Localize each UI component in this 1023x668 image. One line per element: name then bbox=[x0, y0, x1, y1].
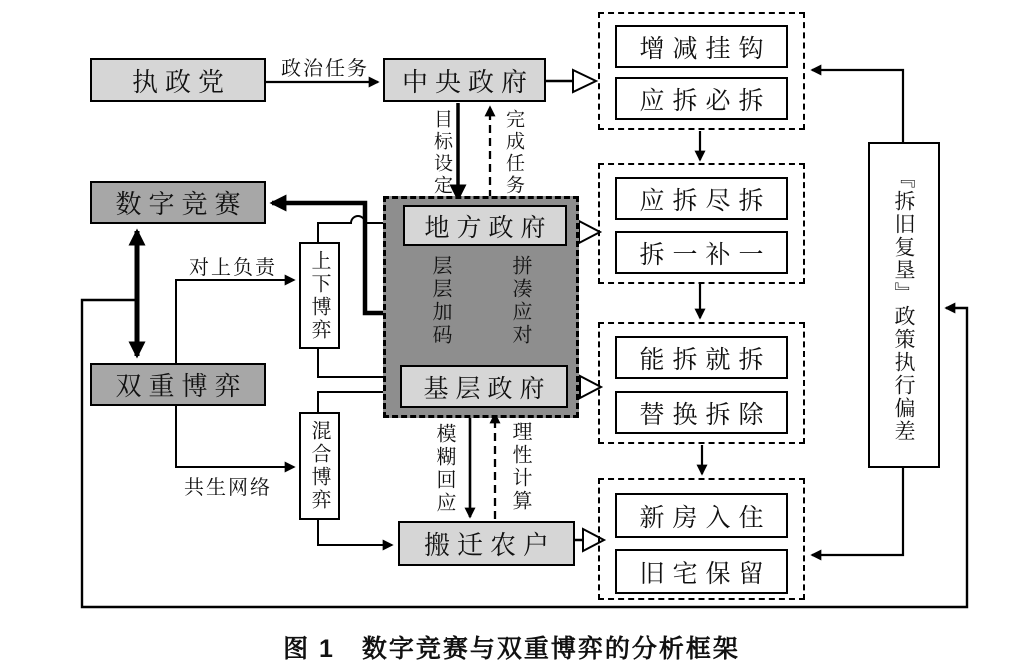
outcome-item-label: 新房入住 bbox=[639, 504, 772, 532]
node-ruling-party bbox=[90, 58, 266, 102]
outcome-item bbox=[615, 549, 788, 594]
outcome-item bbox=[615, 177, 788, 220]
outcome-item-label: 拆一补一 bbox=[639, 241, 772, 269]
outcome-item bbox=[615, 493, 788, 538]
node-ruling-party-label: 执政党 bbox=[131, 67, 231, 97]
node-grassroots-gov-label: 基层政府 bbox=[423, 375, 552, 403]
node-relocated-farmers bbox=[398, 521, 575, 566]
outcome-item-label: 替换拆除 bbox=[639, 401, 772, 429]
edge-label-rational-calculation: 理性计算 bbox=[509, 421, 531, 513]
node-local-gov bbox=[403, 205, 567, 246]
edge-label-political-task: 政治任务 bbox=[281, 58, 369, 80]
node-mixed-game-label: 混合博弈 bbox=[308, 420, 330, 512]
node-policy-deviation bbox=[868, 142, 940, 468]
outcome-group-4 bbox=[598, 478, 805, 600]
outcome-item-label: 应拆必拆 bbox=[639, 87, 772, 115]
edge-label-layer-escalation: 层层加码 bbox=[429, 255, 451, 347]
node-relocated-farmers-label: 搬迁农户 bbox=[423, 531, 556, 560]
outcome-item-label: 应拆尽拆 bbox=[639, 187, 772, 215]
node-digital-competition-label: 数字竞赛 bbox=[115, 190, 248, 219]
outcome-item bbox=[615, 231, 788, 274]
outcome-item-label: 增减挂钩 bbox=[639, 35, 772, 63]
edge-label-task-completion: 完成任务 bbox=[503, 109, 524, 197]
node-policy-deviation-label: 『拆旧复垦』政策执行偏差 bbox=[892, 167, 916, 443]
outcome-item bbox=[615, 77, 788, 120]
edge-label-patchwork-response: 拼凑应对 bbox=[509, 255, 531, 347]
node-dual-game-label: 双重博弈 bbox=[115, 372, 248, 401]
node-digital-competition bbox=[90, 181, 266, 224]
node-vertical-game-label: 上下博弈 bbox=[308, 249, 330, 342]
edge-label-symbiotic-network: 共生网络 bbox=[184, 477, 272, 499]
outcome-group-1 bbox=[598, 12, 805, 130]
arrow-policy-to-group1 bbox=[812, 70, 903, 142]
outcome-group-2 bbox=[598, 163, 805, 284]
node-central-gov-label: 中央政府 bbox=[401, 67, 534, 97]
node-central-gov bbox=[383, 58, 546, 102]
outcome-item bbox=[615, 391, 788, 434]
arrow-dual-to-vertical-game bbox=[176, 280, 294, 363]
outcome-item bbox=[615, 25, 788, 68]
arrow-dual-to-mixed-game bbox=[176, 406, 294, 467]
figure-caption: 图 1 数字竞赛与双重博弈的分析框架 bbox=[283, 635, 740, 663]
arrow-policy-to-group4 bbox=[812, 468, 903, 555]
outcome-group-3 bbox=[598, 322, 805, 444]
edge-label-goal-setting: 目标设定 bbox=[431, 109, 452, 197]
edge-label-accountable-upward: 对上负责 bbox=[189, 257, 277, 279]
outcome-item-label: 能拆就拆 bbox=[639, 346, 772, 374]
arrow-mixed-game-to-farmers bbox=[318, 520, 392, 545]
node-mixed-game bbox=[299, 412, 340, 520]
open-arrow-central-to-group1 bbox=[545, 70, 596, 92]
edge-label-vague-response: 模糊回应 bbox=[433, 423, 455, 515]
outcome-item bbox=[615, 336, 788, 379]
outcome-item-label: 旧宅保留 bbox=[639, 560, 772, 588]
node-vertical-game bbox=[299, 242, 340, 349]
node-grassroots-gov bbox=[400, 365, 568, 408]
node-local-gov-label: 地方政府 bbox=[424, 214, 553, 242]
node-dual-game bbox=[90, 363, 266, 406]
